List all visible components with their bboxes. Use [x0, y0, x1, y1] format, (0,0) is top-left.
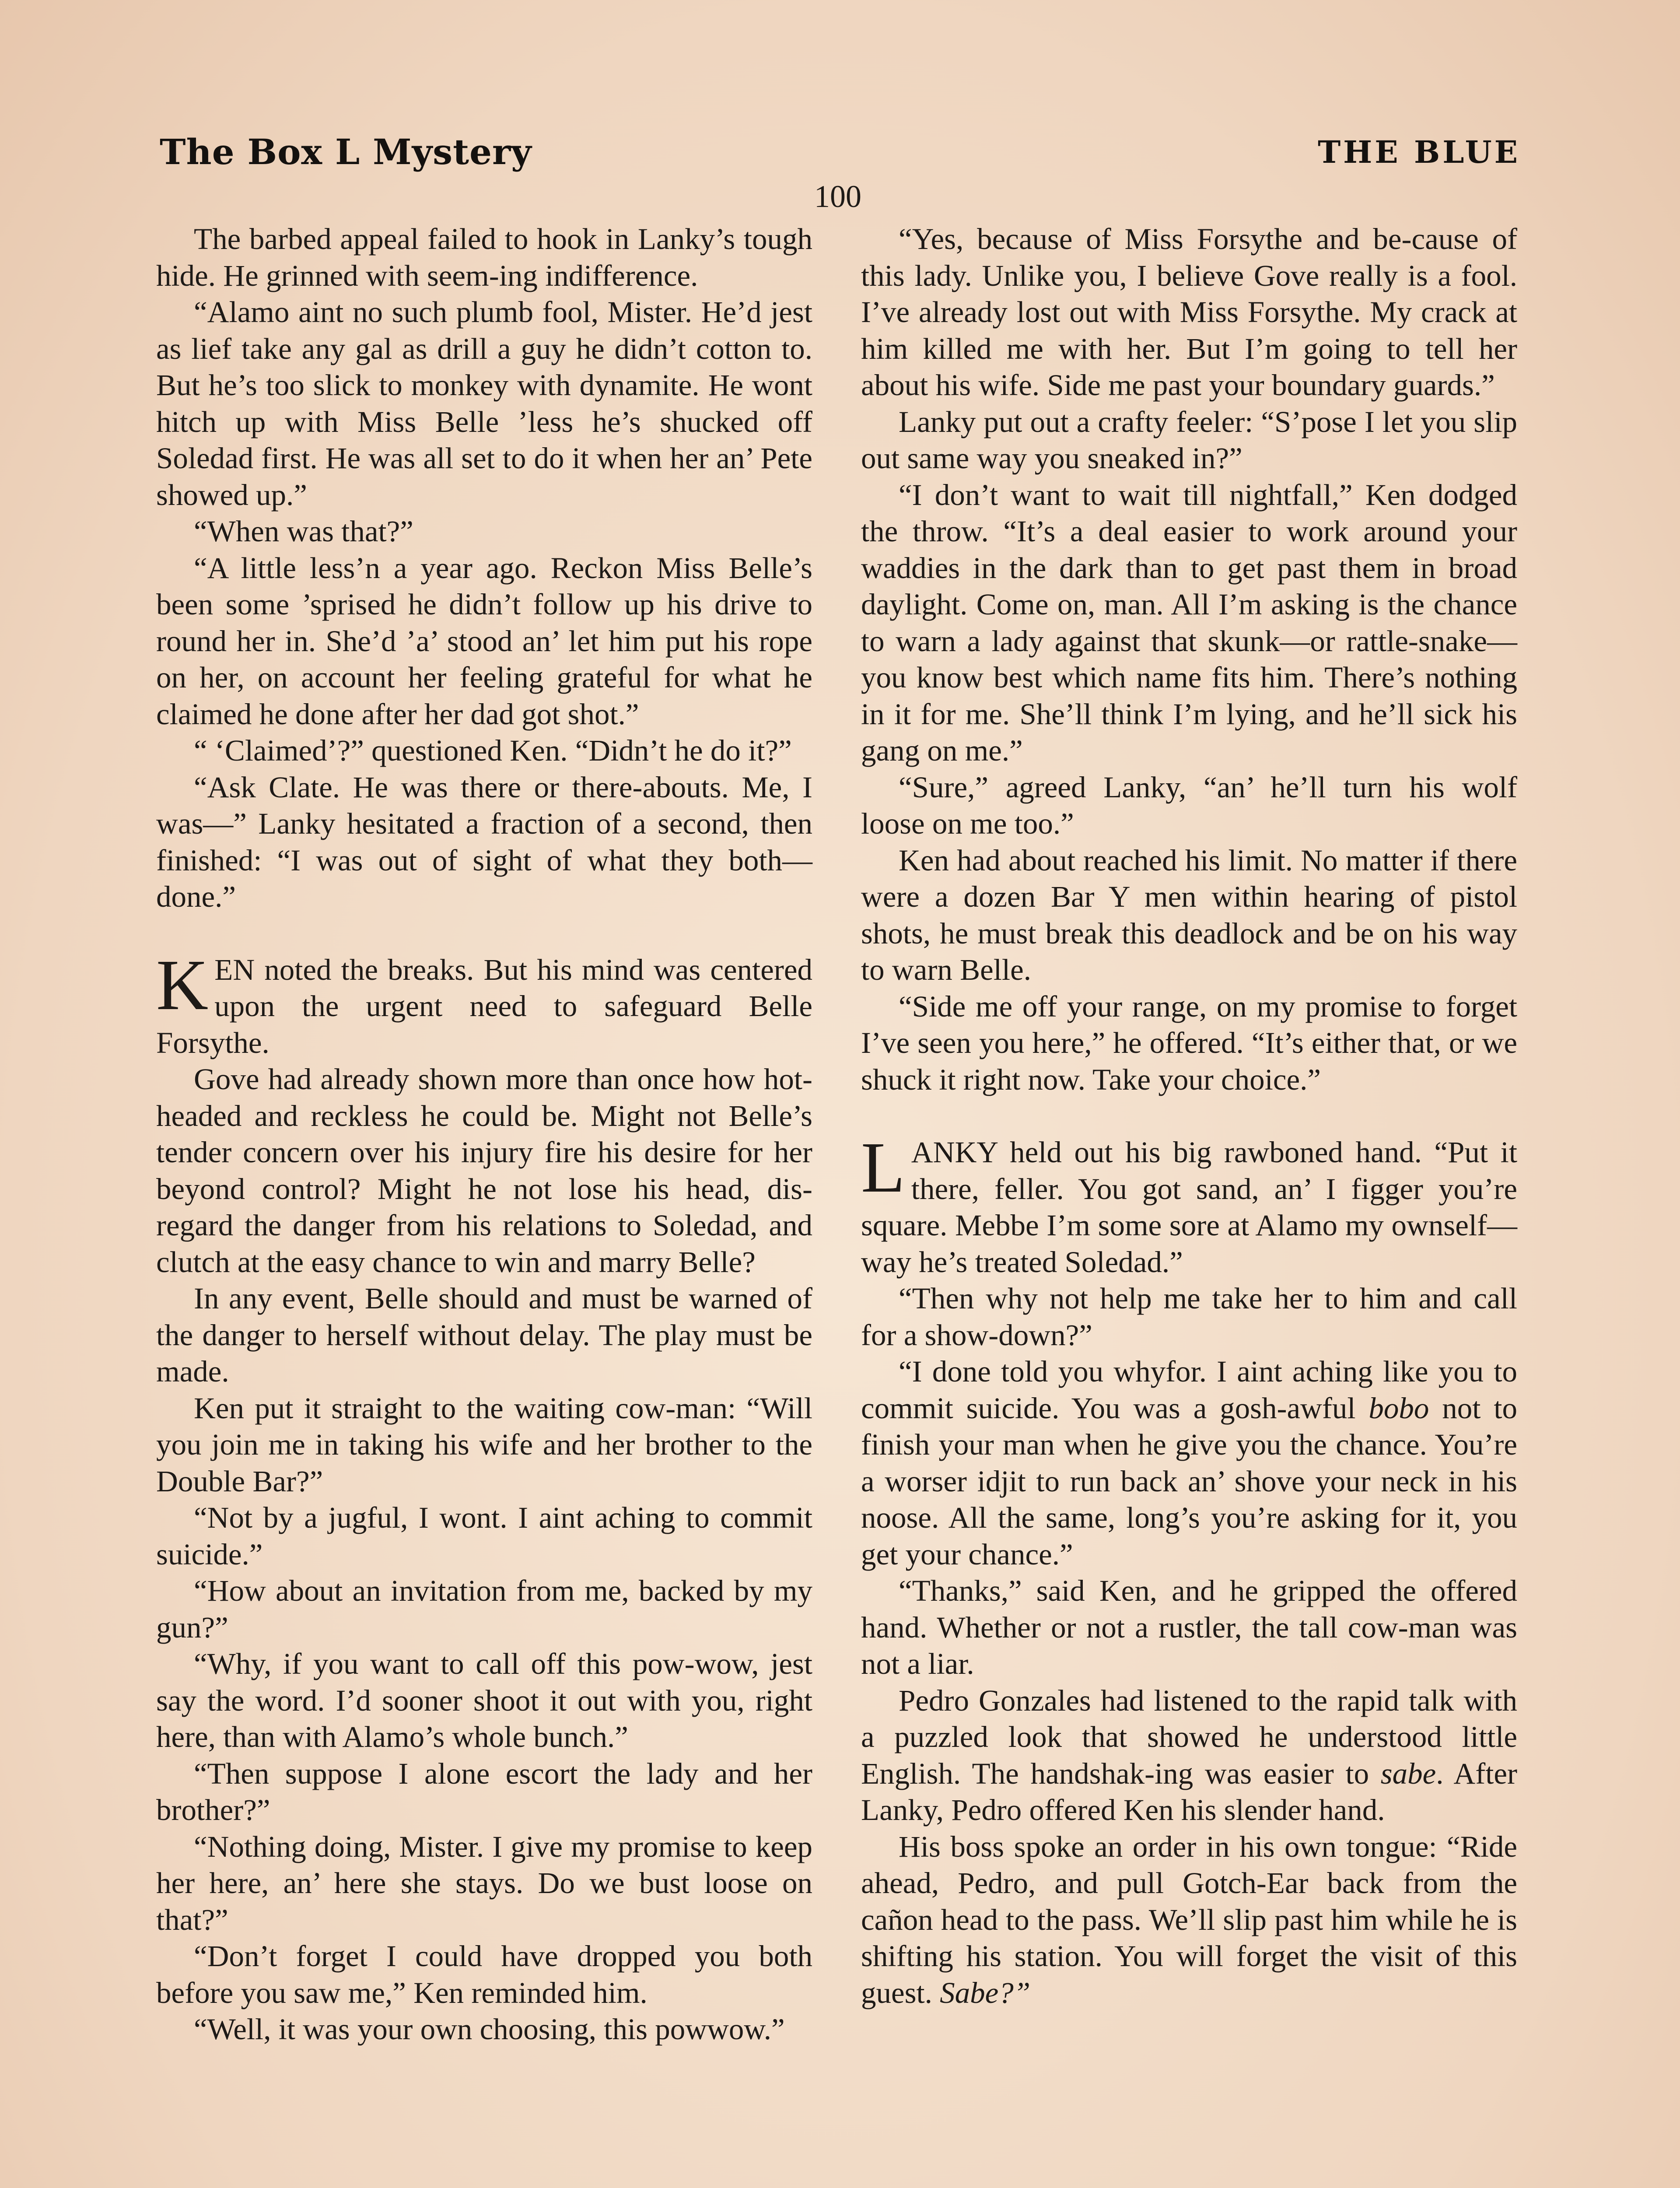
paragraph: Ken had about reached his limit. No matter if there were a dozen Bar Y men within hearing of pistol shots, he must break this deadlock and be on his way to warn Belle.	[861, 843, 1517, 986]
drop-cap: K	[156, 944, 209, 1025]
drop-cap: L	[861, 1127, 905, 1207]
magazine-name: THE BLUE	[1318, 134, 1520, 170]
page-number: 100	[814, 179, 861, 214]
page-header	[160, 131, 1520, 179]
italic-word: Sabe?”	[940, 1976, 1031, 2009]
paragraph: Lanky put out a crafty feeler: “S’pose I let you slip out same way you sneaked in?”	[861, 405, 1517, 475]
running-title: The Box L Mystery	[160, 131, 532, 172]
paragraph-text: His boss spoke an order in his own tongue: “Ride ahead, Pedro, and pull Gotch-Ear back from the cañon head to the pass. We’ll slip past him while he is shifting his station. You will forget the visit of this guest.	[861, 1830, 1517, 2009]
paragraph: In any event, Belle should and must be warned of the danger to herself without delay. The play must be made.	[156, 1282, 812, 1388]
paragraph: “Thanks,” said Ken, and he gripped the offered hand. Whether or not a rustler, the tall cow-man was not a liar.	[861, 1574, 1517, 1680]
italic-word: sabe	[1380, 1757, 1436, 1790]
paragraph-text: . After Lanky, Pedro offered Ken his slender hand.	[861, 1757, 1517, 1827]
paragraph: “Don’t forget I could have dropped you both before you saw me,” Ken reminded him.	[156, 1939, 812, 2009]
italic-word: bobo	[1368, 1391, 1429, 1425]
section-break	[861, 1098, 1517, 1134]
paragraph: “Yes, because of Miss Forsythe and be-cause of this lady. Unlike you, I believe Gove really is a fool. I’ve already lost out with Miss Forsythe. My crack at him killed me with her. But I’m going to tell her about his wife. Side me past your boundary guards.”	[861, 222, 1517, 402]
paragraph: “Well, it was your own choosing, this powwow.”	[194, 2013, 785, 2046]
paragraph: “A little less’n a year ago. Reckon Miss Belle’s been some ’sprised he didn’t follow up his drive to round her in. She’d ’a’ stood an’ let him put his rope on her, on account her feeling grateful for what he claimed he done after her dad got shot.”	[156, 551, 812, 731]
paragraph: “Then why not help me take her to him and call for a show-down?”	[861, 1282, 1517, 1352]
paragraph: “Side me off your range, on my promise to forget I’ve seen you here,” he offered. “It’s either that, or we shuck it right now. Take your choice.”	[861, 989, 1517, 1096]
right-column	[861, 221, 1517, 2011]
paragraph-text: ANKY held out his big rawboned hand. “Put it there, feller. You got sand, an’ I figger you’re square. Mebbe I’m some sore at Alamo my ownself—way he’s treated Soledad.”	[861, 1136, 1517, 1279]
paragraph: “I don’t want to wait till nightfall,” Ken dodged the throw. “It’s a deal easier to work around your waddies in the dark than to get past them in broad daylight. Come on, man. All I’m asking is the chance to warn a lady against that skunk—or rattle-snake—you know best which name fits him. There’s nothing in it for me. She’ll think I’m lying, and he’ll sick his gang on me.”	[861, 478, 1517, 767]
paragraph: “When was that?”	[194, 515, 413, 548]
left-column	[156, 221, 812, 2048]
paragraph: “Alamo aint no such plumb fool, Mister. He’d jest as lief take any gal as drill a guy he didn’t cotton to. But he’s too slick to monkey with dynamite. He wont hitch up with Miss Belle ’less he’s shucked off Soledad first. He was all set to do it when her an’ Pete showed up.”	[156, 295, 812, 512]
drop-cap-paragraph	[861, 1127, 1517, 1280]
paragraph: “Then suppose I alone escort the lady and her brother?”	[156, 1757, 812, 1827]
drop-cap-paragraph	[156, 944, 812, 1062]
paragraph: The barbed appeal failed to hook in Lanky’s tough hide. He grinned with seem-ing indifference.	[156, 222, 812, 292]
paragraph: Gove had already shown more than once how hot-headed and reckless he could be. Might not Belle’s tender concern over his injury fire his desire for her beyond control? Might he not lose his head, dis-regard the danger from his relations to Soledad, and clutch at the easy chance to win and marry Belle?	[156, 1062, 812, 1279]
section-break	[156, 915, 812, 952]
paragraph: “Not by a jugful, I wont. I aint aching to commit suicide.”	[156, 1501, 812, 1571]
paragraph-text: “I done told you whyfor. I aint aching like you to commit suicide. You was a gosh-awful	[861, 1355, 1517, 1425]
paragraph: “Sure,” agreed Lanky, “an’ he’ll turn his wolf loose on me too.”	[861, 770, 1517, 840]
paragraph: “Why, if you want to call off this pow-wow, jest say the word. I’d sooner shoot it out with you, right here, than with Alamo’s whole bunch.”	[156, 1647, 812, 1753]
paragraph: “ ‘Claimed’?” questioned Ken. “Didn’t he do it?”	[194, 734, 792, 767]
paragraph: “Ask Clate. He was there or there-abouts. Me, I was—” Lanky hesitated a fraction of a second, then finished: “I was out of sight of what they both—done.”	[156, 770, 812, 913]
paragraph-text: EN noted the breaks. But his mind was centered upon the urgent need to safeguard Belle Forsythe.	[156, 953, 812, 1059]
paragraph: “How about an invitation from me, backed by my gun?”	[156, 1574, 812, 1644]
paragraph	[861, 1829, 1517, 2012]
paragraph: Ken put it straight to the waiting cow-man: “Will you join me in taking his wife and her brother to the Double Bar?”	[156, 1391, 812, 1498]
paragraph	[861, 1353, 1517, 1573]
paragraph-text: not to finish your man when he give you the chance. You’re a worser idjit to run back an’ shove your neck in his noose. All the same, long’s you’re asking for it, you get your chance.”	[861, 1391, 1517, 1571]
paragraph-text: Pedro Gonzales had listened to the rapid talk with a puzzled look that showed he understood little English. The handshak-ing was easier to	[861, 1683, 1517, 1790]
paragraph	[861, 1683, 1517, 1829]
paragraph: “Nothing doing, Mister. I give my promise to keep her here, an’ here she stays. Do we bust loose on that?”	[156, 1830, 812, 1936]
